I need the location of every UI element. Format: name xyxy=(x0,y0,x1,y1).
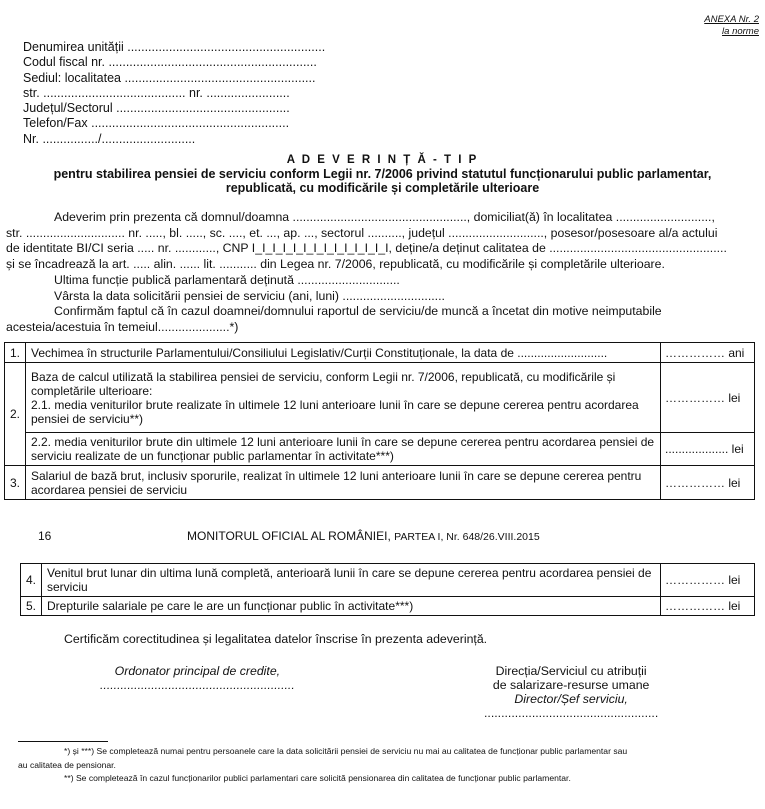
signature-role: Ordonator principal de credite, xyxy=(114,664,281,678)
row-text xyxy=(26,363,661,433)
row-number: 3. xyxy=(5,466,26,500)
row-text: 2.2. media veniturilor brute din ultimele 12 luni anterioare lunii în care se depune cererea pentru acordarea pensiei de serviciu realizate de un funcționar public parlamentar în activitate***) xyxy=(26,433,661,466)
header-field-county: Județul/Sectorul .................................................. xyxy=(23,101,290,116)
body-line: acesteia/acestuia în temeiul.....................*) xyxy=(6,319,239,334)
table-row xyxy=(5,466,755,500)
row-value: …………… lei xyxy=(661,564,755,597)
document-title xyxy=(0,153,765,195)
body-line: și se încadrează la art. ..... alin. ...... lit. ........... din Legea nr. 7/2006, republicată, cu modificările și completările ulterioare. xyxy=(6,257,665,272)
footnote-text: *) și ***) Se completează numai pentru persoanele care la data solicitării pensiei de serviciu nu mai au calitatea de funcționar public parlamentar sau xyxy=(64,746,628,756)
signature-dept-line: Direcția/Serviciul cu atribuții xyxy=(495,664,647,678)
footnote-text: au calitatea de pensionar. xyxy=(18,759,116,770)
signature-line: ......................................................... xyxy=(100,678,295,692)
footnote-text: **) Se completează în cazul funcționarilor publici parlamentari care solicită pensionarea din calitatea de funcționar public parlamentar. xyxy=(64,773,571,783)
header-field-reg-number: Nr. ................/........................... xyxy=(23,131,196,146)
signature-block-right xyxy=(484,664,658,720)
row-number: 2. xyxy=(5,363,26,466)
row-value: …………… lei xyxy=(661,466,755,500)
signature-role: Director/Șef serviciu, xyxy=(514,692,628,706)
table-part-1 xyxy=(4,342,755,500)
header-field-street: str. ......................................... nr. ........................ xyxy=(23,85,290,100)
table-row xyxy=(5,363,755,433)
row-text: Vechimea în structurile Parlamentului/Consiliului Legislativ/Curții Constituționale, la data de ........................... xyxy=(26,343,661,363)
row-value: …………… lei xyxy=(661,363,755,433)
publication-issue: PARTEA I, Nr. 648/26.VIII.2015 xyxy=(394,531,540,543)
page-number: 16 xyxy=(38,529,52,543)
signature-line: ................................................... xyxy=(484,706,659,720)
row-value: ................... lei xyxy=(661,433,755,466)
header-field-unit-name: Denumirea unității ......................................................... xyxy=(23,40,326,54)
body-line: Confirmăm faptul că în cazul doamnei/domnului raportul de serviciu/de muncă a încetat din motive neimputabile xyxy=(54,304,662,319)
annex-label xyxy=(704,14,759,38)
body-paragraph xyxy=(6,210,755,336)
row-number: 5. xyxy=(21,597,42,616)
row-number: 1. xyxy=(5,343,26,363)
header-field-phone-fax: Telefon/Fax ......................................................... xyxy=(23,116,290,131)
row-text: Salariul de bază brut, inclusiv sporurile, realizat în ultimele 12 luni anterioare lunii în care se depune cererea pentru acordarea pensiei de serviciu xyxy=(26,466,661,500)
row-number: 4. xyxy=(21,564,42,597)
table-row xyxy=(21,564,755,597)
annex-subtitle: la norme xyxy=(722,26,759,37)
title-line-1: A D E V E R I N Ț Ă - T I P xyxy=(286,154,479,166)
body-line: de identitate BI/CI seria ..... nr. ............, CNP I_I_I_I_I_I_I_I_I_I_I_I_I_I, deține/a deținut calitatea de .................................................... xyxy=(6,241,727,256)
title-line-2: pentru stabilirea pensiei de serviciu conform Legii nr. 7/2006 privind statutul funcționarului public parlamentar, xyxy=(53,167,712,181)
body-line: Vârsta la data solicitării pensiei de serviciu (ani, luni) .............................. xyxy=(54,288,445,303)
header-field-locality: Sediul: localitatea ....................................................... xyxy=(23,70,316,85)
row-text-part: Baza de calcul utilizată la stabilirea pensiei de serviciu, conform Legii nr. 7/2006, republicată, cu modificările și completările ulterioare: xyxy=(31,369,616,398)
signature-dept-line: de salarizare-resurse umane xyxy=(492,678,650,692)
table-row xyxy=(5,433,755,466)
row-text: Drepturile salariale pe care le are un funcționar public în activitate***) xyxy=(42,597,661,616)
annex-title: ANEXA Nr. 2 xyxy=(704,14,759,25)
certification-statement: Certificăm corectitudinea și legalitatea datelor înscrise în prezenta adeverință. xyxy=(64,632,488,646)
row-text: Venitul brut lunar din ultima lună completă, anterioară lunii în care se depune cererea pentru acordarea pensiei de serviciu xyxy=(42,564,661,597)
table-part-2 xyxy=(20,563,755,616)
institution-header xyxy=(23,40,325,147)
table-row xyxy=(21,597,755,616)
signature-block-left xyxy=(100,664,295,692)
header-field-fiscal-code: Codul fiscal nr. ............................................................ xyxy=(23,55,317,70)
body-line: str. ............................. nr. ....., bl. ....., sc. ...., et. ..., ap. ..., sectorul .........., județul ............................, posesor/posesoare al/a actului xyxy=(6,225,718,240)
publication-title xyxy=(187,529,540,543)
row-text-part: 2.1. media veniturilor brute realizate în ultimele 12 luni anterioare lunii în care se depune cererea pentru acordarea pensiei de serviciu**) xyxy=(31,397,639,426)
title-line-3: republicată, cu modificările și completările ulterioare xyxy=(225,181,540,195)
row-value: …………… lei xyxy=(661,597,755,616)
monitor-name: MONITORUL OFICIAL AL ROMÂNIEI, xyxy=(187,529,391,543)
row-value: …………… ani xyxy=(661,343,755,363)
body-line: Ultima funcție publică parlamentară deținută .............................. xyxy=(54,272,400,287)
footnote-separator xyxy=(18,741,108,742)
footnotes xyxy=(18,745,757,786)
table-row xyxy=(5,343,755,363)
body-line: Adeverim prin prezenta că domnul/doamna ..................................................., domiciliat(ă) în localitatea ............................, xyxy=(54,210,715,224)
